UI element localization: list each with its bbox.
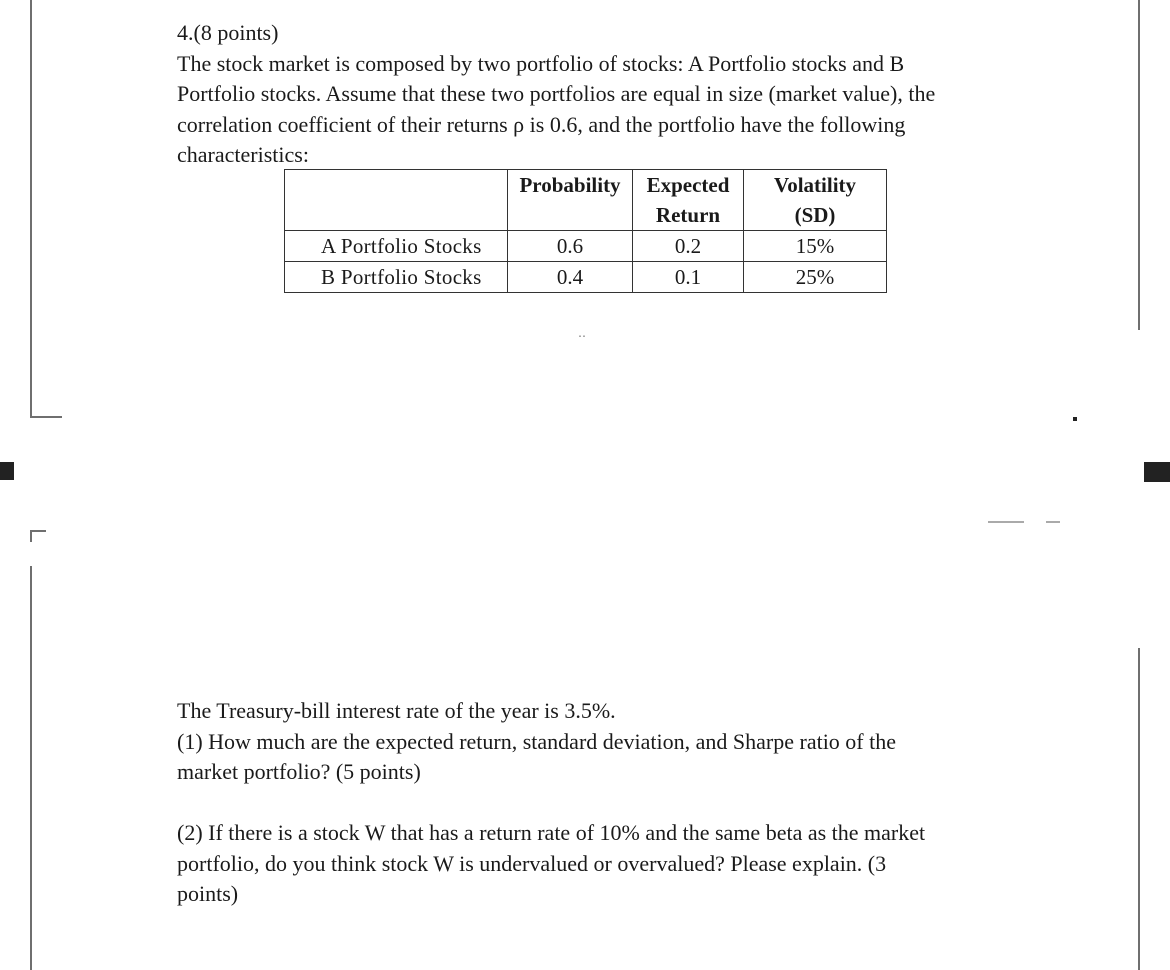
- row-a-volatility: 15%: [744, 231, 887, 262]
- row-b-name: B Portfolio Stocks: [285, 262, 508, 293]
- part1-line-2: market portfolio? (5 points): [177, 759, 421, 784]
- table-header-row: [285, 170, 887, 231]
- row-a-probability: 0.6: [508, 231, 633, 262]
- question-header: [177, 18, 1037, 171]
- question-intro-line-4: characteristics:: [177, 142, 309, 167]
- portfolio-characteristics-table: [284, 169, 887, 293]
- row-b-expected-return: 0.1: [633, 262, 744, 293]
- page-edge-left-top: [30, 0, 32, 418]
- page-edge-left-top-foot: [30, 416, 62, 418]
- page-tick-right: [1073, 417, 1077, 421]
- page-edge-left-bottom-corner: [30, 530, 46, 532]
- question-intro-line-2: Portfolio stocks. Assume that these two portfolios are equal in size (market value), the: [177, 81, 936, 106]
- tbill-and-part1: [177, 696, 1037, 788]
- tbill-statement: The Treasury-bill interest rate of the year is 3.5%.: [177, 698, 616, 723]
- page-edge-right-top: [1138, 0, 1140, 330]
- part2-line-3: points): [177, 881, 239, 906]
- page-edge-left-bottom: [30, 566, 32, 970]
- header-expected-return: [633, 170, 744, 231]
- header-volatility: [744, 170, 887, 231]
- question-number: 4.(8 points): [177, 20, 279, 45]
- row-b-volatility: 25%: [744, 262, 887, 293]
- header-probability: [508, 170, 633, 231]
- stray-mark: ‥: [578, 326, 587, 340]
- header-expected-return-line1: Expected: [646, 173, 730, 197]
- header-volatility-line2: (SD): [794, 203, 836, 227]
- header-expected-return-line2: Return: [655, 203, 721, 227]
- row-a-expected-return: 0.2: [633, 231, 744, 262]
- page-edge-left-bottom-corner-down: [30, 530, 32, 542]
- question-intro-line-1: The stock market is composed by two portfolio of stocks: A Portfolio stocks and B: [177, 50, 905, 76]
- question-intro-line-3: correlation coefficient of their returns ρ is 0.6, and the portfolio have the following: [177, 111, 906, 137]
- part2-line-2: portfolio, do you think stock W is undervalued or overvalued? Please explain. (3: [177, 850, 887, 876]
- header-volatility-line1: Volatility: [773, 173, 857, 197]
- page-break-marker-left: [0, 462, 14, 480]
- part2: [177, 818, 1037, 910]
- table-row: [285, 262, 887, 293]
- part2-line-1: (2) If there is a stock W that has a return rate of 10% and the same beta as the market: [177, 820, 926, 845]
- header-empty-cell: [285, 170, 508, 231]
- header-probability-line1: Probability: [519, 173, 621, 197]
- page-edge-right-bottom: [1138, 648, 1140, 970]
- page-dash-1: [988, 521, 1024, 523]
- page-break-marker-right: [1144, 462, 1170, 482]
- row-a-name: A Portfolio Stocks: [285, 231, 508, 262]
- part1-line-1: (1) How much are the expected return, standard deviation, and Sharpe ratio of the: [177, 728, 897, 754]
- table-row: [285, 231, 887, 262]
- page-dash-2: [1046, 521, 1060, 523]
- row-b-probability: 0.4: [508, 262, 633, 293]
